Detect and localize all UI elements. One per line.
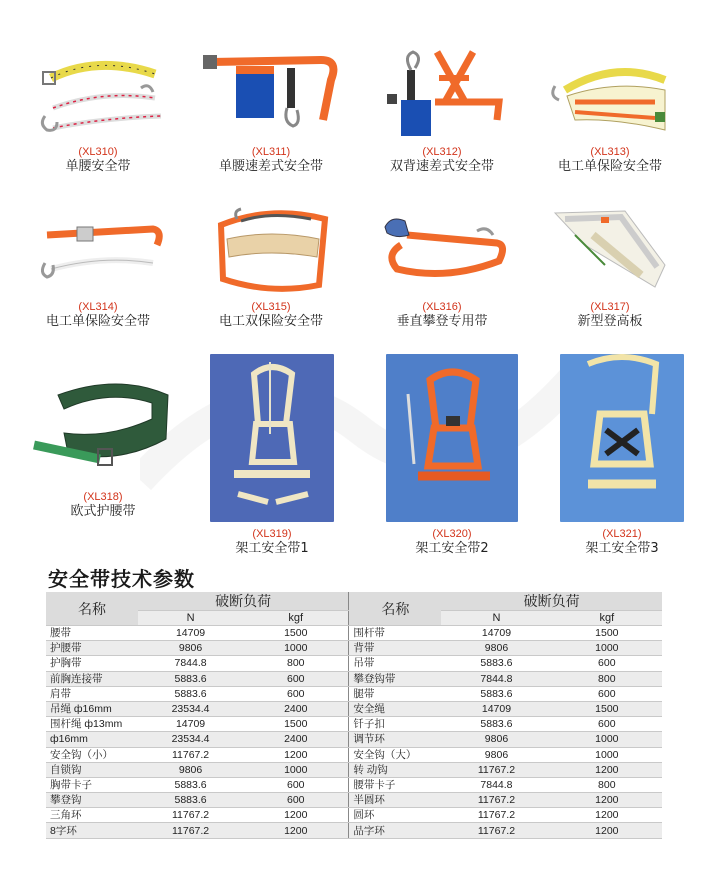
break-load-kgf: 1000 [552, 747, 662, 762]
product-code: (XL311) [251, 146, 291, 158]
break-load-n: 14709 [441, 626, 551, 641]
item-name: 半圆环 [349, 793, 441, 808]
product-xl317 [540, 205, 680, 330]
item-name: 品字环 [349, 823, 441, 838]
table-row [46, 762, 662, 777]
item-name: 护腰带 [46, 641, 138, 656]
break-load-kgf: 600 [243, 793, 349, 808]
break-load-n: 9806 [138, 641, 243, 656]
break-load-n: 11767.2 [138, 747, 243, 762]
break-load-kgf: 1000 [243, 641, 349, 656]
break-load-kgf: 1200 [243, 823, 349, 838]
break-load-n: 14709 [138, 717, 243, 732]
header-load-left: 破断负荷 [138, 592, 349, 611]
item-name: 调节环 [349, 732, 441, 747]
product-name: 单腰安全带 [65, 159, 131, 174]
item-name: 转 动钩 [349, 762, 441, 777]
header-name-left: 名称 [46, 592, 138, 626]
break-load-n: 5883.6 [441, 717, 551, 732]
break-load-kgf: 1200 [243, 808, 349, 823]
scaffold-harness-3-icon [560, 354, 684, 522]
header-unit-kgf: kgf [552, 611, 662, 626]
double-back-harness-icon [377, 50, 507, 140]
product-xl312 [372, 50, 512, 175]
break-load-kgf: 1500 [243, 626, 349, 641]
item-name: 安全钩（小） [46, 747, 138, 762]
break-load-kgf: 800 [243, 656, 349, 671]
break-load-kgf: 1200 [552, 823, 662, 838]
item-name: 前胸连接带 [46, 671, 138, 686]
item-name: 8字环 [46, 823, 138, 838]
table-row [46, 717, 662, 732]
break-load-n: 23534.4 [138, 701, 243, 716]
item-name: ф16mm [46, 732, 138, 747]
product-code: (XL314) [78, 301, 118, 313]
item-name: 腰带卡子 [349, 777, 441, 792]
item-name: 吊带 [349, 656, 441, 671]
item-name: 腿带 [349, 686, 441, 701]
break-load-n: 11767.2 [138, 808, 243, 823]
scaffold-harness-2-icon [386, 354, 518, 522]
table-row [46, 808, 662, 823]
header-unit-n: N [138, 611, 243, 626]
break-load-kgf: 1500 [243, 717, 349, 732]
item-name: 背带 [349, 641, 441, 656]
product-code: (XL316) [422, 301, 462, 313]
scaffold-harness-1-icon [210, 354, 334, 522]
product-code: (XL319) [252, 528, 292, 540]
table-row [46, 656, 662, 671]
header-load-right: 破断负荷 [441, 592, 662, 611]
break-load-kgf: 1000 [552, 732, 662, 747]
product-code: (XL315) [251, 301, 291, 313]
product-xl316 [372, 205, 512, 330]
break-load-n: 11767.2 [441, 762, 551, 777]
product-code: (XL313) [590, 146, 630, 158]
spec-table [46, 592, 662, 839]
climbing-strap-icon [377, 205, 507, 295]
table-row [46, 641, 662, 656]
item-name: 钎子扣 [349, 717, 441, 732]
break-load-n: 7844.8 [441, 671, 551, 686]
break-load-n: 5883.6 [138, 686, 243, 701]
product-xl314 [28, 205, 168, 330]
item-name: 腰带 [46, 626, 138, 641]
break-load-kgf: 2400 [243, 732, 349, 747]
break-load-kgf: 1200 [243, 747, 349, 762]
item-name: 安全绳 [349, 701, 441, 716]
break-load-n: 7844.8 [441, 777, 551, 792]
break-load-n: 14709 [138, 626, 243, 641]
table-row [46, 671, 662, 686]
table-row [46, 777, 662, 792]
break-load-n: 9806 [441, 732, 551, 747]
break-load-kgf: 800 [552, 777, 662, 792]
break-load-n: 9806 [441, 747, 551, 762]
electrician-single-belt-icon [33, 205, 163, 295]
product-xl318 [28, 375, 178, 520]
waist-belt-icon [33, 50, 163, 140]
product-name: 架工安全带1 [235, 541, 309, 556]
product-code: (XL317) [590, 301, 630, 313]
table-row [46, 701, 662, 716]
electrician-double-belt-icon [201, 205, 341, 295]
break-load-kgf: 600 [243, 671, 349, 686]
product-xl311 [196, 50, 346, 175]
break-load-kgf: 600 [552, 656, 662, 671]
product-code: (XL318) [83, 491, 123, 503]
break-load-n: 9806 [441, 641, 551, 656]
header-unit-n: N [441, 611, 551, 626]
european-waist-belt-icon [28, 375, 178, 485]
product-name: 电工单保险安全带 [45, 314, 150, 329]
product-xl320 [386, 354, 518, 557]
product-xl310 [28, 50, 168, 175]
product-name: 欧式护腰带 [70, 504, 136, 519]
break-load-n: 5883.6 [138, 777, 243, 792]
break-load-kgf: 1000 [552, 641, 662, 656]
table-row [46, 747, 662, 762]
item-name: 圆环 [349, 808, 441, 823]
break-load-n: 11767.2 [138, 823, 243, 838]
item-name: 自锁钩 [46, 762, 138, 777]
product-name: 新型登高板 [577, 314, 643, 329]
break-load-kgf: 2400 [243, 701, 349, 716]
break-load-n: 7844.8 [138, 656, 243, 671]
break-load-kgf: 800 [552, 671, 662, 686]
break-load-kgf: 1200 [552, 808, 662, 823]
item-name: 肩带 [46, 686, 138, 701]
break-load-kgf: 600 [243, 777, 349, 792]
break-load-n: 23534.4 [138, 732, 243, 747]
product-name: 电工单保险安全带 [557, 159, 662, 174]
product-code: (XL321) [602, 528, 642, 540]
item-name: 安全钩（大） [349, 747, 441, 762]
break-load-kgf: 600 [552, 717, 662, 732]
table-row [46, 686, 662, 701]
electrician-belt-icon [545, 50, 675, 140]
break-load-kgf: 600 [552, 686, 662, 701]
break-load-n: 5883.6 [138, 793, 243, 808]
table-row [46, 793, 662, 808]
product-name: 单腰速差式安全带 [218, 159, 323, 174]
product-code: (XL310) [78, 146, 118, 158]
header-unit-kgf: kgf [243, 611, 349, 626]
break-load-n: 5883.6 [138, 671, 243, 686]
product-name: 双背速差式安全带 [389, 159, 494, 174]
product-name: 电工双保险安全带 [218, 314, 323, 329]
break-load-kgf: 1500 [552, 701, 662, 716]
table-row [46, 626, 662, 641]
product-code: (XL312) [422, 146, 462, 158]
product-name: 架工安全带2 [415, 541, 489, 556]
break-load-n: 5883.6 [441, 656, 551, 671]
break-load-kgf: 600 [243, 686, 349, 701]
product-xl313 [540, 50, 680, 175]
climbing-board-icon [545, 205, 675, 295]
break-load-n: 11767.2 [441, 808, 551, 823]
break-load-kgf: 1000 [243, 762, 349, 777]
break-load-n: 11767.2 [441, 823, 551, 838]
break-load-n: 5883.6 [441, 686, 551, 701]
item-name: 攀登钩带 [349, 671, 441, 686]
item-name: 攀登钩 [46, 793, 138, 808]
item-name: 吊绳 ф16mm [46, 701, 138, 716]
speed-diff-belt-icon [201, 50, 341, 140]
break-load-kgf: 1200 [552, 762, 662, 777]
product-xl321 [560, 354, 684, 557]
product-xl319 [210, 354, 334, 557]
break-load-n: 9806 [138, 762, 243, 777]
item-name: 胸带卡子 [46, 777, 138, 792]
item-name: 围杆带 [349, 626, 441, 641]
item-name: 三角环 [46, 808, 138, 823]
break-load-n: 14709 [441, 701, 551, 716]
item-name: 围杆绳 ф13mm [46, 717, 138, 732]
section-title: 安全带技术参数 [48, 567, 195, 591]
header-name-right: 名称 [349, 592, 441, 626]
product-xl315 [196, 205, 346, 330]
break-load-n: 11767.2 [441, 793, 551, 808]
break-load-kgf: 1500 [552, 626, 662, 641]
table-row [46, 823, 662, 838]
product-name: 架工安全带3 [585, 541, 659, 556]
product-name: 垂直攀登专用带 [396, 314, 488, 329]
table-row [46, 732, 662, 747]
break-load-kgf: 1200 [552, 793, 662, 808]
product-code: (XL320) [432, 528, 472, 540]
item-name: 护胸带 [46, 656, 138, 671]
